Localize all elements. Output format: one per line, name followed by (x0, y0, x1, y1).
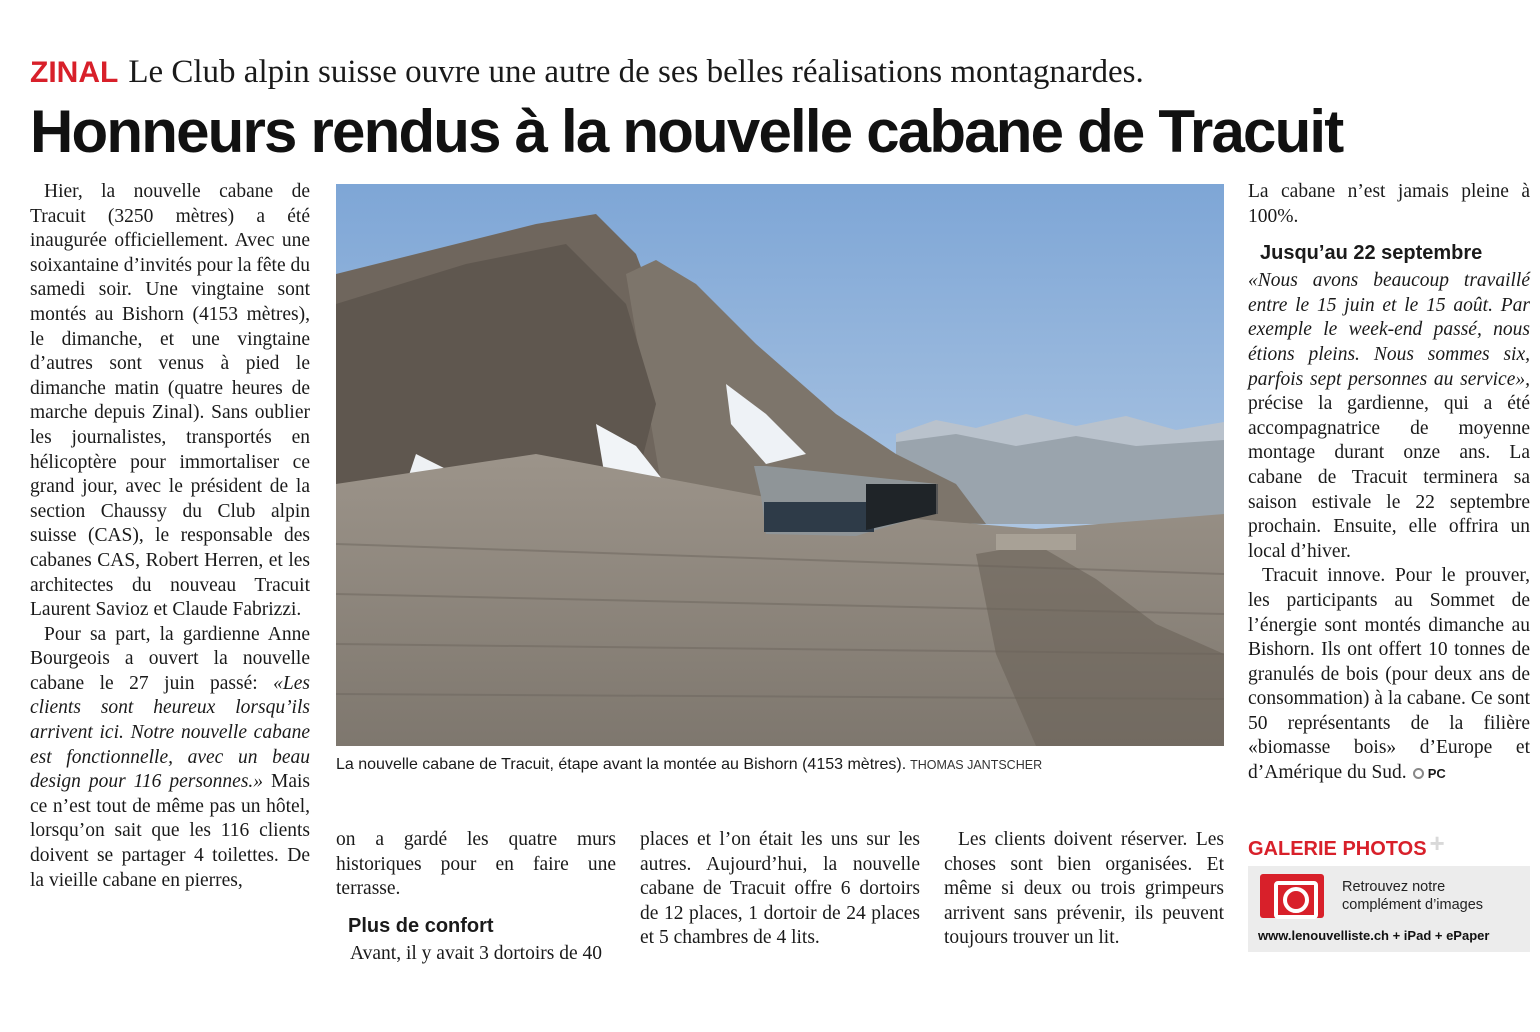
kicker (30, 52, 1144, 93)
article-column-1 (30, 180, 310, 893)
col5-p3-text: Tracuit innove. Pour le prouver, les participants au Sommet de l’énergie sont montés dimanche au Bishorn. Ils ont offert 10 tonnes de granulés de bois (pour deux ans de consommation) à la cabane. Ce sont 50 représentants de la filière «biomasse bois» d’Europe et d’Amérique du Sud. (1248, 565, 1530, 784)
col5-p2-end: précise la gardienne, qui a été accompagnatrice de moyenne montage durant onze ans. La cabane de Tracuit terminera sa saison estivale le 22 septembre prochain. Ensuite, elle offrira un local d’hiver. (1248, 393, 1530, 562)
col5-paragraph-2 (1248, 269, 1530, 564)
signature-dot-icon (1413, 768, 1424, 779)
col4-paragraph-1: Les clients doivent réserver. Les choses sont bien organisées. Et même si deux ou trois grimpeurs arrivent sans prévenir, ils peuvent toujours trouver un lit. (944, 829, 1224, 949)
col5-paragraph-1: La cabane n’est jamais pleine à 100%. (1248, 181, 1530, 227)
kicker-text: Le Club alpin suisse ouvre une autre de ses belles réalisations montagnardes. (128, 54, 1144, 90)
gallery-content (1248, 866, 1530, 952)
gallery-plus: + (1429, 828, 1445, 858)
photo-credit: THOMAS JANTSCHER (910, 758, 1043, 772)
col2-paragraph-1: on a gardé les quatre murs historiques pour en faire une terrasse. (336, 829, 616, 900)
col1-p2-end: Mais ce n’est tout de même pas un hôtel, lorsqu’on sait que les 116 clients doivent se partager 4 toilettes. De la vieille cabane en pierres, (30, 771, 310, 891)
photo-gallery-box[interactable] (1248, 828, 1530, 952)
camera-icon (1260, 874, 1324, 918)
gallery-title-text: GALERIE PHOTOS (1248, 838, 1427, 860)
col2-paragraph-2: Avant, il y avait 3 dortoirs de 40 (350, 942, 603, 964)
photo-illustration (336, 184, 1224, 746)
gallery-text: Retrouvez notre complément d’images (1342, 879, 1484, 913)
article-column-5 (1248, 180, 1530, 787)
gallery-title (1248, 828, 1530, 862)
gallery-url-link[interactable]: www.lenouvelliste.ch + iPad + ePaper (1258, 928, 1490, 943)
article-column-2 (336, 828, 616, 966)
article-column-4 (944, 828, 1224, 951)
col5-p2-quote: «Nous avons beaucoup travaillé entre le 15 juin et le 15 août. Par exemple le week-end passé, nous étions pleins. Nous sommes six, parfois sept personnes au service», (1248, 270, 1530, 390)
mountain-hut-photo (336, 184, 1224, 746)
col5-paragraph-3 (1248, 564, 1530, 786)
col1-p2-start: Pour sa part, la gardienne Anne Bourgeois a ouvert la nouvelle cabane le 27 juin passé: (30, 623, 310, 694)
col5-subhead: Jusqu’au 22 septembre (1260, 242, 1483, 265)
headline: Honneurs rendus à la nouvelle cabane de Tracuit (30, 98, 1343, 165)
caption-text: La nouvelle cabane de Tracuit, étape avant la montée au Bishorn (4153 mètres). (336, 756, 907, 773)
col3-paragraph-1: places et l’on était les uns sur les autres. Aujourd’hui, la nouvelle cabane de Tracuit offre 6 dortoirs de 12 places, 1 dortoir de 24 places et 5 chambres de 4 lits. (640, 829, 920, 949)
col1-paragraph-2 (30, 623, 310, 894)
kicker-location: ZINAL (30, 56, 119, 89)
article-column-3 (640, 828, 920, 951)
col2-subhead: Plus de confort (348, 914, 494, 937)
col1-p2-quote: «Les clients sont heureux lorsqu’ils arrivent ici. Notre nouvelle cabane est fonctionnelle, avec un beau design pour 116 personnes.» (30, 672, 311, 793)
col1-paragraph-1: Hier, la nouvelle cabane de Tracuit (3250 mètres) a été inaugurée officiellement. Avec une soixantaine d’invités pour la fête du samedi soir. Une vingtaine sont montés au Bishorn (4153 mètres), le dimanche, et une vingtaine d’autres sont venus à pied le dimanche matin (quatre heures de marche depuis Zinal). Sans oublier les journalistes, transportés en hélicoptère pour immortaliser ce grand jour, avec le président de la section Chaussy du Club alpin suisse (CAS), le responsable des cabanes CAS, Robert Herren, et les architectes du nouveau Tracuit Laurent Savioz et Claude Fabrizzi. (30, 181, 310, 621)
author-signature: PC (1427, 766, 1446, 782)
photo-caption (336, 754, 1042, 776)
